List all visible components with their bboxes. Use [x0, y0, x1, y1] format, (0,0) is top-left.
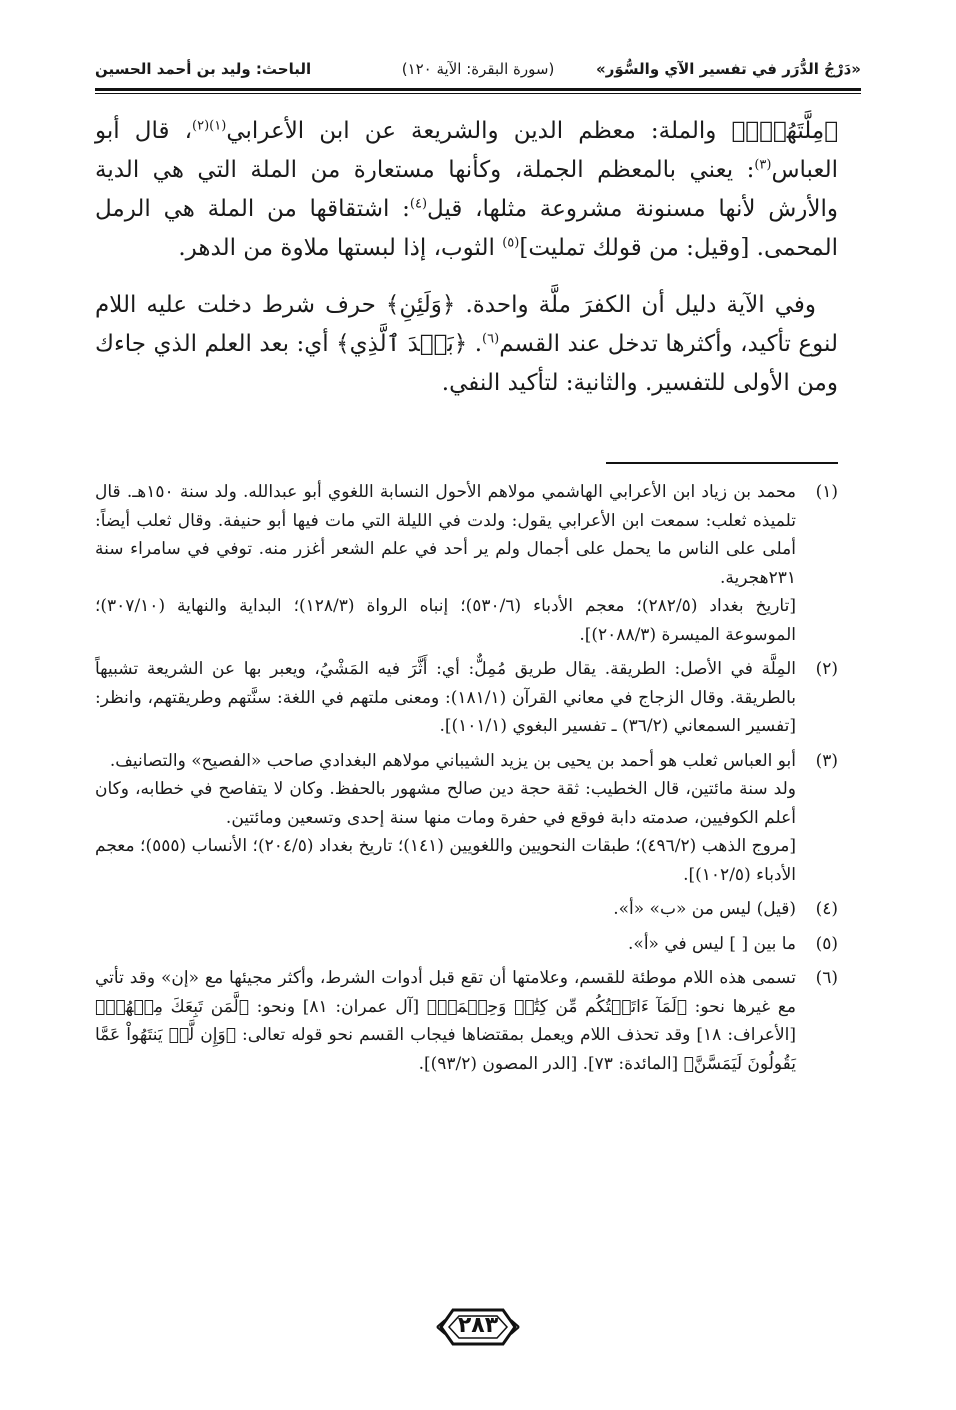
p1b-text: ، قال أبو العباس — [95, 118, 838, 183]
header-thin-rule — [95, 93, 861, 94]
footnote-number: (٣) — [815, 750, 838, 771]
footnote-item — [95, 930, 838, 959]
footnote-paragraph: ما بين [ ] ليس في «أ». — [628, 933, 796, 954]
footnote-item — [95, 478, 838, 649]
running-header — [95, 56, 861, 86]
footnote-item — [95, 964, 838, 1078]
main-paragraph-2 — [95, 286, 838, 403]
footnote-paragraph: المِلَّة في الأصل: الطريقة. يقال طريق مُمِلٌّ: أي: أَثَّرَ فيه المَشْيُ، ويعبر بها عن الشريعة تشبيهاً بالطريقة. وقال الزجاج في معاني القرآن (١٨١/١): ومعنى ملتهم في اللغة: سنَّتهم وطريقتهم، وانظر: [تفسير السمعاني (٣٦/٢) ـ تفسير البغوي (١٠١/١)]. — [95, 659, 796, 736]
footnote-paragraph: تسمى هذه اللام موطئة للقسم، وعلامتها أن تقع قبل أدوات الشرط، وأكثر مجيئها مع «إن» وقد تأتي مع غيرها نحو: ﴿لَمَآ ءَاتَيۡتُكُم مِّن كِتَٰبٖ وَحِكۡمَةٖ﴾ [آل عمران: ٨١] ونحو: ﴿لَّمَن تَبِعَكَ مِنۡهُمۡ﴾ [الأعراف: ١٨] وقد تحذف اللام ويعمل بمقتضاها فيجاب القسم نحو قوله تعالى: ﴿وَإِن لَّمۡ يَنتَهُواْ عَمَّا يَقُولُونَ لَيَمَسَّنَّ﴾ [المائدة: ٧٣]. [الدر المصون (٩٣/٢)]. — [95, 968, 796, 1074]
footnote-paragraph: [مروج الذهب (٤٩٦/٢)؛ طبقات النحويين واللغويين (١٤١)؛ تاريخ بغداد (٢٠٤/٥)؛ الأنساب (٥٥٥)؛ معجم الأدباء (١٠٢/٥)]. — [95, 836, 796, 885]
footnote-paragraph: أبو العباس ثعلب هو أحمد بن يحيى بن يزيد الشيباني مولاهم البغدادي صاحب «الفصيح» والتصانيف. — [109, 750, 796, 771]
footnote-number: (٢) — [815, 659, 838, 679]
page-number: ٢٨٣ — [457, 1313, 499, 1338]
footnote-ref-5: (٥) — [502, 235, 520, 251]
p2b-text: . ﴿بَعۡدَ ٱلَّذِي﴾ أي: بعد العلم الذي جاءك ومن الأولى للتفسير. والثانية: لتأكيد النفي. — [95, 331, 838, 396]
footnote-paragraph: (قيل) ليس من «ب» «أ». — [613, 899, 796, 919]
footnote-paragraph: [تاريخ بغداد (٢٨٢/٥)؛ معجم الأدباء (٥٣٠/٦)؛ إنباه الرواة (١٢٨/٣)؛ البداية والنهاية (٣٠٧/١٠)؛ الموسوعة الميسرة (٢٠٨٨/٣)]. — [95, 596, 796, 645]
footnote-ref-4: (٤) — [409, 196, 428, 212]
p1d-text: : اشتقاقها من الملة هي الرمل المحمى. [وقيل: من قولك تمليت] — [95, 196, 838, 261]
footnote-paragraph: ولد سنة مائتين، قال الخطيب: ثقة حجة دين صالح مشهور بالحفظ. وكان لا يتفاصح في خطابه، وكان أعلم الكوفيين، صدمته دابة فوقع في حفرة ومات منها سنة إحدى وتسعين ومائتين. — [95, 779, 796, 828]
main-paragraph-1 — [95, 112, 838, 268]
header-researcher-name: الباحث: وليد بن أحمد الحسين — [95, 60, 312, 78]
footnote-item — [95, 747, 838, 890]
footnote-number: (٤) — [815, 899, 838, 919]
footnote-paragraph: محمد بن زياد ابن الأعرابي الهاشمي مولاهم الأحول النسابة اللغوي أبو عبدالله. ولد سنة ١٥٠هـ. قال تلميذه ثعلب: سمعت ابن الأعرابي يقول: ولدت في الليلة التي مات فيها أبو حنيفة. وقال ثعلب أيضاً: أملى على الناس ما يحمل على أجمال ولم ير أحد في علم الشعر أغزر منه. توفي في سامراء سنة ٢٣١هجرية. — [95, 482, 796, 588]
footnote-separator — [606, 462, 838, 464]
footnote-item — [95, 655, 838, 741]
header-book-title: «دَرْجُ الدُّرَر في تفسير الآي والسُّوَر» — [596, 60, 861, 78]
footnote-ref-6: (٦) — [482, 331, 500, 347]
p1e-text: الثوب، إذا لبستها ملاوة من الدهر. — [178, 235, 503, 261]
p1-text: ﴿مِلَّتَهُمۡۗ﴾ والملة: معظم الدين والشريعة عن ابن الأعرابي — [226, 118, 838, 144]
header-thick-rule — [95, 88, 861, 91]
main-text — [95, 112, 838, 421]
header-surah-reference: (سورة البقرة: الآية ١٢٠) — [401, 60, 555, 78]
footnotes-section — [95, 478, 838, 1084]
footnote-number: (٥) — [815, 933, 838, 954]
page-number-ornament — [435, 1302, 521, 1352]
p2-text: وفي الآية دليل أن الكفرَ ملَّة واحدة. ﴿وَلَئِنِ﴾ حرف شرط دخلت عليه اللام لنوع تأكيد، وأكثرها تدخل عند القسم — [95, 292, 838, 357]
footnote-ref-3: (٣) — [754, 157, 772, 173]
footnote-number: (٦) — [815, 968, 838, 988]
footnote-ref-1-2: (١)(٢) — [192, 118, 227, 134]
footnote-number: (١) — [815, 482, 838, 502]
footnote-item — [95, 895, 838, 924]
p1c-text: : يعني بالمعظم الجملة، وكأنها مستعارة من الملة التي هي الدية والأرش لأنها مسنونة مشروعة مثلها، قيل — [95, 157, 838, 222]
